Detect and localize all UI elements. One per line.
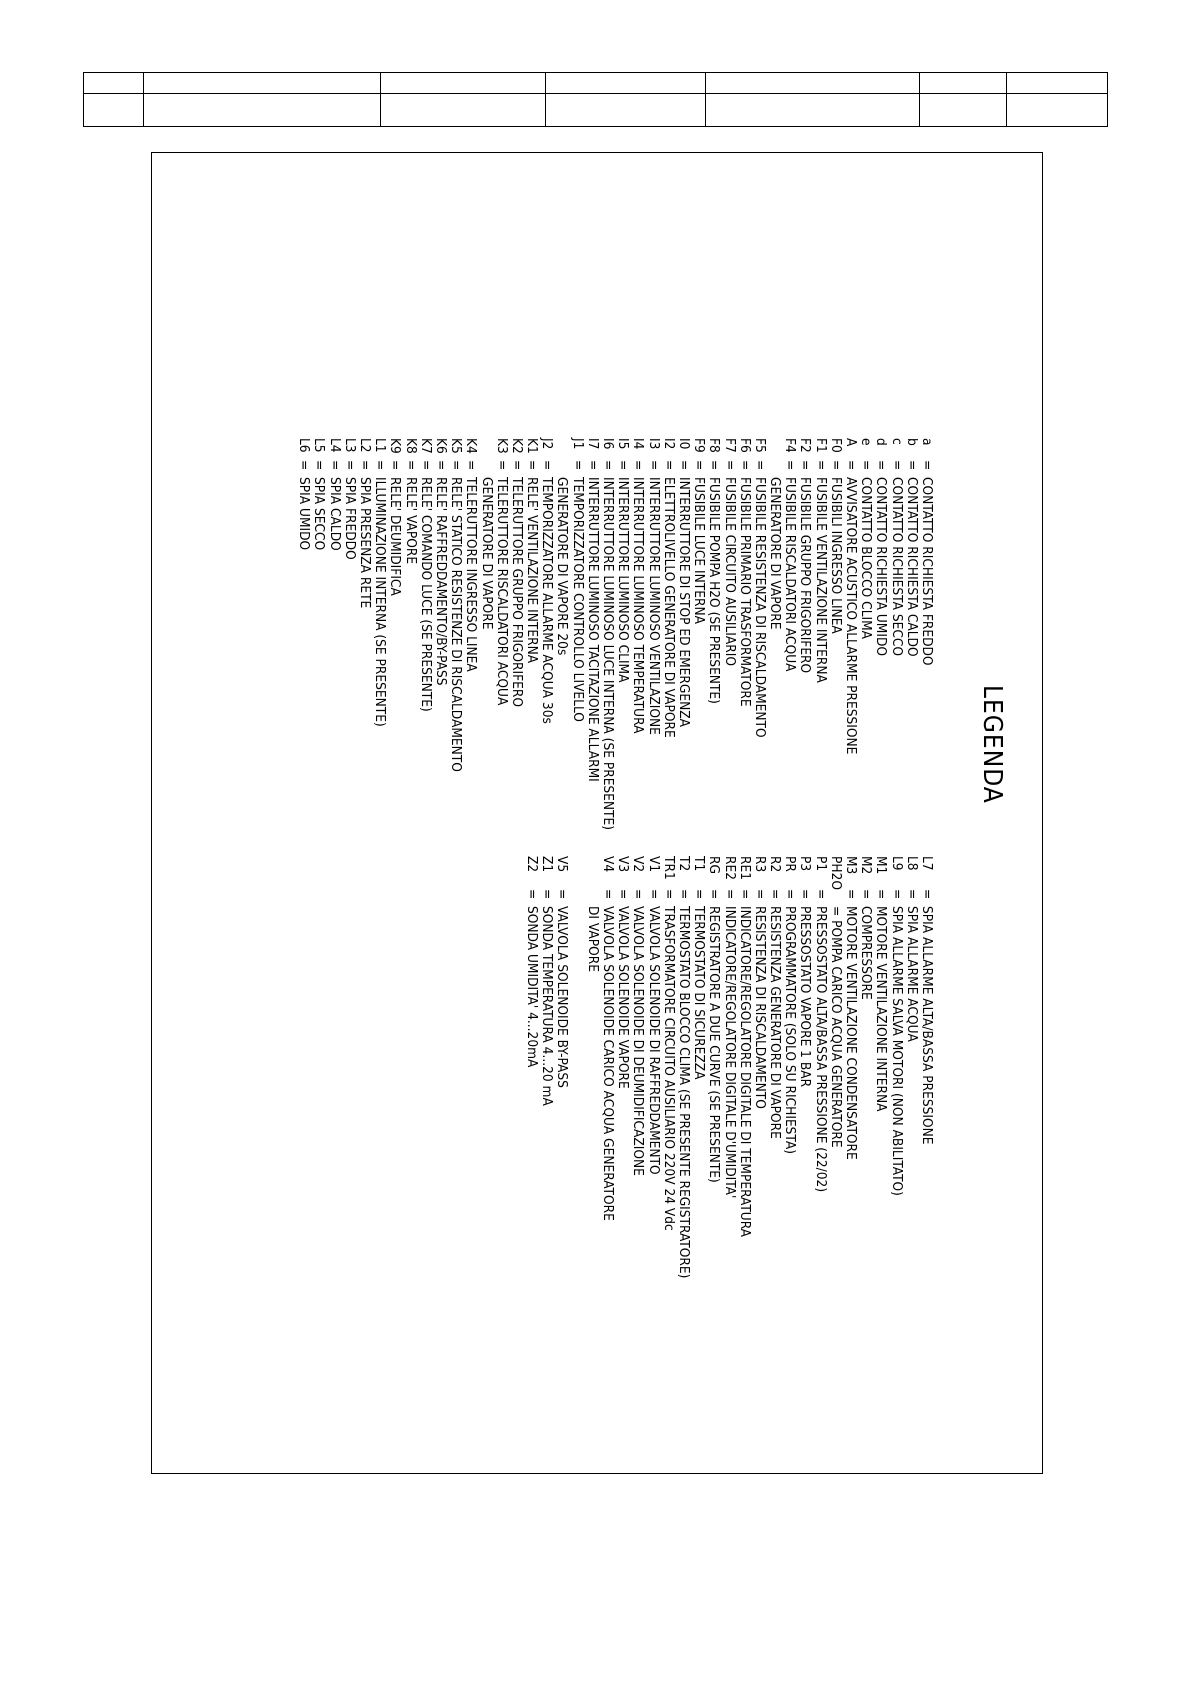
legend-item xyxy=(813,856,828,1278)
legend-item xyxy=(843,856,858,1278)
legend-item-code: L6 xyxy=(296,438,313,453)
legend-item-equals: = xyxy=(493,460,510,471)
legend-item-code: RE1 xyxy=(736,856,753,881)
legend-item-code: F4 xyxy=(782,438,799,453)
legend-item-description: REGISTRATORE A DUE CURVE (SE PRESENTE) xyxy=(706,906,723,1183)
legend-item xyxy=(600,438,615,830)
legend-item-equals: = xyxy=(539,460,556,471)
title-block-cell xyxy=(920,73,1007,94)
legend-item-equals: = xyxy=(812,460,829,471)
legend-item-description: FUSIBILE RESISTENZA DI RISCALDAMENTO xyxy=(751,477,768,738)
legend-item-equals: = xyxy=(691,889,708,900)
legend-item-equals: = xyxy=(372,460,389,471)
title-block-cell xyxy=(1007,73,1108,94)
title-block-cell xyxy=(546,94,706,127)
legend-item-code: I5 xyxy=(615,438,632,450)
legend-item-equals: = xyxy=(767,889,784,900)
title-block-cell xyxy=(920,94,1007,127)
legend-item-description: INDICATORE/REGOLATORE DIGITALE DI TEMPERATURA xyxy=(736,906,753,1238)
legend-item-code: M1 xyxy=(873,856,890,875)
legend-item xyxy=(767,438,782,830)
legend-item-equals: = xyxy=(311,460,328,471)
legend-item-description: VALVOLA SOLENOIDE CARICO ACQUA GENERATORE xyxy=(600,906,617,1221)
legend-item-description: RELE' DEUMIDIFICA xyxy=(387,477,404,596)
legend-item-description: FUSIBILE CIRCUITO AUSILIARIO xyxy=(721,477,738,667)
legend-item xyxy=(645,438,660,830)
legend-item-equals: = xyxy=(691,460,708,471)
legend-item-code: L9 xyxy=(888,856,905,871)
legend-item xyxy=(676,856,691,1278)
title-block-cell xyxy=(546,73,706,94)
legend-item-description: RELE' COMANDO LUCE (SE PRESENTE) xyxy=(417,477,434,712)
legend-item xyxy=(630,438,645,830)
legend-item-description: PRESSOSTATO ALTA/BASSA PRESSIONE (22/02) xyxy=(812,906,829,1193)
legend-item-code: V3 xyxy=(615,856,632,873)
legend-item-description: SONDA TEMPERATURA 4...20 mA xyxy=(539,906,556,1106)
legend-item-code: PR xyxy=(782,856,799,872)
legend-item-code: V5 xyxy=(554,856,571,873)
legend-item-code: F8 xyxy=(706,438,723,453)
legend-item-code: L3 xyxy=(341,438,358,453)
legend-item-description: SPIA ALLARME ACQUA xyxy=(903,906,920,1042)
legend-item xyxy=(706,438,721,830)
legend-item xyxy=(402,438,417,830)
legend-item-code: L2 xyxy=(357,438,374,453)
legend-item-code: L5 xyxy=(311,438,328,453)
legend-item xyxy=(721,856,736,1278)
legend-item-code: M3 xyxy=(843,856,860,875)
legend-item-code: K8 xyxy=(402,438,419,454)
legend-item-equals: = xyxy=(660,460,677,471)
legend-item xyxy=(661,856,676,1278)
title-block-row xyxy=(84,94,1108,127)
legend-item-description: VALVOLA SOLENOIDE BY-PASS xyxy=(554,906,571,1088)
legend-item-description: SPIA PRESENZA RETE xyxy=(357,477,374,609)
legend-item-code: J1 xyxy=(569,438,586,450)
legend-item-equals: = xyxy=(387,460,404,471)
legend-item xyxy=(813,438,828,830)
legend-item-code: V1 xyxy=(645,856,662,873)
legend-item-description: CONTATTO BLOCCO CLIMA xyxy=(858,477,875,640)
legend-item xyxy=(645,856,660,1278)
legend-item-equals: = xyxy=(660,889,677,900)
legend-item xyxy=(296,438,311,830)
legend-item-code: I3 xyxy=(645,438,662,450)
legend-item-code: Z2 xyxy=(524,856,541,873)
legend-item-description: SPIA UMIDO xyxy=(296,477,313,551)
legend-item-equals: = xyxy=(569,460,586,471)
legend-item-equals: = xyxy=(706,889,723,900)
legend-item-code: I4 xyxy=(630,438,647,450)
legend-item-equals: = xyxy=(615,460,632,471)
legend-item-code: A xyxy=(843,438,860,447)
legend-item-description: INTERRUTTORE LUMINOSO CLIMA xyxy=(615,477,632,683)
legend-item-equals: = xyxy=(326,460,343,471)
legend-item-equals: = xyxy=(706,460,723,471)
legend-item-equals: = xyxy=(858,889,875,900)
legend-item-equals: = xyxy=(919,889,935,900)
legend-item-equals: = xyxy=(539,889,556,900)
legend-item-description: RESISTENZA GENERATORE DI VAPORE xyxy=(767,906,784,1139)
legend-item xyxy=(919,856,934,1278)
legend-item-equals: = xyxy=(554,889,571,900)
legend-item-equals: = xyxy=(433,460,449,471)
legend-item xyxy=(342,438,357,830)
legend-item xyxy=(828,856,843,1278)
legend-item-description: GENERATORE DI VAPORE xyxy=(767,477,784,630)
legend-item-description: RESISTENZA DI RISCALDAMENTO xyxy=(751,906,768,1109)
legend-item-code: M2 xyxy=(858,856,875,875)
legend-item-description: SPIA FREDDO xyxy=(341,477,358,560)
legend-item-code: L8 xyxy=(903,856,920,871)
legend-item xyxy=(524,856,539,1278)
legend xyxy=(177,438,1007,1448)
legend-item-equals: = xyxy=(736,460,753,471)
legend-item-description: CONTATTO RICHIESTA CALDO xyxy=(903,477,920,657)
legend-item-description: TERMOSTATO DI SICUREZZA xyxy=(691,906,708,1080)
legend-item xyxy=(797,438,812,830)
legend-item-code: K3 xyxy=(493,438,510,454)
title-block-cell xyxy=(1007,94,1108,127)
legend-item-equals: = xyxy=(508,460,525,471)
legend-item-equals: = xyxy=(357,460,374,471)
title-block-cell xyxy=(381,73,546,94)
legend-item-code: F2 xyxy=(797,438,814,453)
legend-item-code: I6 xyxy=(600,438,617,450)
title-block-cell xyxy=(706,73,920,94)
legend-item-equals: = xyxy=(858,460,875,471)
title-block-cell xyxy=(381,94,546,127)
title-block-cell xyxy=(144,94,381,127)
legend-item-description: FUSIBILE POMPA H2O (SE PRESENTE) xyxy=(706,477,723,704)
legend-item xyxy=(752,856,767,1278)
legend-item-code: RG xyxy=(706,856,723,874)
legend-item-code: R2 xyxy=(767,856,784,873)
legend-item xyxy=(585,856,600,1278)
legend-item-equals: = xyxy=(524,889,541,900)
legend-item-description: TELERUTTORE RISCALDATORI ACQUA xyxy=(493,477,510,706)
legend-item-equals: = xyxy=(782,460,799,471)
legend-item-description: FUSIBILE VENTILAZIONE INTERNA xyxy=(812,477,829,683)
legend-item-code: F5 xyxy=(751,438,768,453)
legend-item xyxy=(737,856,752,1278)
legend-item-equals: = xyxy=(751,889,768,900)
legend-item-description: FUSIBILE PRIMARIO TRASFORMATORE xyxy=(736,477,753,707)
legend-item-code: L1 xyxy=(372,438,389,453)
legend-item xyxy=(676,438,691,830)
legend-item-equals: = xyxy=(463,460,480,471)
legend-item-equals: = xyxy=(873,889,890,900)
legend-item xyxy=(433,438,448,830)
legend-item-equals: = xyxy=(676,889,692,900)
legend-item-code: V2 xyxy=(630,856,647,873)
legend-item-code: T1 xyxy=(691,856,708,872)
legend-item-description: CONTATTO RICHIESTA SECCO xyxy=(888,477,905,657)
legend-item-description: FUSIBILE LUCE INTERNA xyxy=(691,477,708,624)
legend-item-code: F7 xyxy=(721,438,738,453)
legend-item-description: PROGRAMMATORE (SOLO SU RICHIESTA) xyxy=(782,906,799,1154)
legend-item-code: L4 xyxy=(326,438,343,453)
legend-item-description: SPIA CALDO xyxy=(326,477,343,551)
legend-item-description: INDICATORE/REGOLATORE DIGITALE D'UMIDITA' xyxy=(721,906,738,1199)
legend-item xyxy=(691,856,706,1278)
legend-item-equals: = xyxy=(827,460,844,471)
legend-item-code: d xyxy=(873,438,890,446)
legend-item-description: RELE' RAFFREDDAMENTO/BY-PASS xyxy=(433,477,449,686)
legend-item-equals: = xyxy=(600,460,617,471)
legend-item-code: PH2O xyxy=(827,856,844,890)
legend-item-code: TR1 xyxy=(660,856,677,880)
legend-item xyxy=(661,438,676,830)
legend-item-equals: = xyxy=(782,889,799,900)
legend-item-code: L7 xyxy=(919,856,935,871)
legend-left-column xyxy=(296,438,934,830)
legend-item-description: TRASFORMATORE CIRCUITO AUSILIARIO 220V 24 Vdc xyxy=(660,906,677,1231)
legend-item xyxy=(828,438,843,830)
legend-item-equals: = xyxy=(797,460,814,471)
legend-item-equals: = xyxy=(721,889,738,900)
legend-item xyxy=(919,438,934,830)
legend-item-equals: = xyxy=(736,889,753,900)
legend-item-code: F1 xyxy=(812,438,829,453)
legend-item-description: GENERATORE DI VAPORE 20s xyxy=(554,477,571,656)
legend-item-code: K9 xyxy=(387,438,404,454)
legend-item-equals: = xyxy=(341,460,358,471)
legend-item-description: CONTATTO RICHIESTA UMIDO xyxy=(873,477,890,656)
legend-title: LEGENDA xyxy=(977,685,1007,804)
legend-item-code: b xyxy=(903,438,920,446)
legend-item-equals: = xyxy=(417,460,434,471)
legend-item xyxy=(615,438,630,830)
legend-item-description: GENERATORE DI VAPORE xyxy=(478,477,495,630)
legend-item-description: SPIA ALLARME SALVA MOTORI (NON ABILITATO) xyxy=(888,906,905,1196)
legend-item xyxy=(858,438,873,830)
legend-item xyxy=(554,438,569,830)
legend-item xyxy=(357,438,372,830)
legend-item-code: c xyxy=(888,438,905,445)
legend-item-equals: = xyxy=(448,460,465,471)
legend-item-equals: = xyxy=(873,460,890,471)
legend-item-description: PRESSOSTATO VAPORE 1 BAR xyxy=(797,906,814,1088)
legend-item-code: V4 xyxy=(600,856,617,873)
legend-item xyxy=(767,856,782,1278)
legend-item-equals: = xyxy=(903,460,920,471)
legend-item-equals: = xyxy=(645,889,662,900)
legend-item-code: I0 xyxy=(676,438,692,450)
legend-item xyxy=(539,438,554,830)
legend-item-description: TEMPORIZZATORE ALLARME ACQUA 30s xyxy=(539,477,556,724)
legend-item-description: INTERRUTTORE LUMINOSO TEMPERATURA xyxy=(630,477,647,734)
legend-item-description: SPIA ALLARME ALTA/BASSA PRESSIONE xyxy=(919,906,935,1145)
legend-item-description: INTERRUTTORE LUMINOSO VENTILAZIONE xyxy=(645,477,662,735)
legend-item-equals: = xyxy=(645,460,662,471)
legend-item-code: I2 xyxy=(660,438,677,450)
legend-item-description: MOTORE VENTILAZIONE CONDENSATORE xyxy=(843,906,860,1160)
legend-item-code: P3 xyxy=(797,856,814,872)
legend-item-code: RE2 xyxy=(721,856,738,881)
legend-item-code: K4 xyxy=(463,438,480,454)
title-block-cell xyxy=(706,94,920,127)
title-block-cell xyxy=(84,94,144,127)
legend-item-code: a xyxy=(919,438,935,446)
legend-item xyxy=(691,438,706,830)
legend-item-description: RELE' VAPORE xyxy=(402,477,419,565)
legend-item-equals: = xyxy=(630,460,647,471)
legend-item-description: AVVISATORE ACUSTICO ALLARME PRESSIONE xyxy=(843,477,860,755)
legend-item xyxy=(600,856,615,1278)
legend-item-description: FUSIBILI INGRESSO LINEA xyxy=(827,477,844,634)
legend-item xyxy=(478,438,493,830)
legend-item-code: K7 xyxy=(417,438,434,454)
legend-item-code: R3 xyxy=(751,856,768,873)
legend-item-description: ILLUMINAZIONE INTERNA (SE PRESENTE) xyxy=(372,477,389,727)
legend-item-equals: = xyxy=(721,460,738,471)
legend-item xyxy=(873,856,888,1278)
legend-item-code: F9 xyxy=(691,438,708,453)
legend-item xyxy=(524,438,539,830)
legend-right-column xyxy=(524,856,934,1278)
legend-item xyxy=(630,856,645,1278)
legend-item-equals: = xyxy=(676,460,692,471)
legend-item-code: I7 xyxy=(584,438,601,450)
legend-item-description: VALVOLA SOLENOIDE VAPORE xyxy=(615,906,632,1089)
legend-item xyxy=(448,438,463,830)
legend-item xyxy=(463,438,478,830)
legend-item-equals: = xyxy=(402,460,419,471)
legend-item xyxy=(585,438,600,830)
legend-item xyxy=(888,438,903,830)
legend-item xyxy=(615,856,630,1278)
title-block-table xyxy=(83,72,1108,127)
legend-item-code: P1 xyxy=(812,856,829,872)
legend-item-description: TELERUTTORE GRUPPO FRIGORIFERO xyxy=(508,477,525,708)
legend-item xyxy=(843,438,858,830)
legend-item-code: T2 xyxy=(676,856,692,872)
legend-item-equals: = xyxy=(524,460,541,471)
legend-item-code: e xyxy=(858,438,875,446)
legend-item-description: FUSIBILE RISCALDATORI ACQUA xyxy=(782,477,799,672)
legend-item-code: F6 xyxy=(736,438,753,453)
legend-item-code: J2 xyxy=(539,438,556,450)
legend-item-equals: = xyxy=(888,889,905,900)
legend-item-equals: = xyxy=(615,889,632,900)
legend-item-description: ELETTROLIVELLO GENERATORE DI VAPORE xyxy=(660,477,677,738)
legend-item-equals: = xyxy=(797,889,814,900)
legend-item xyxy=(706,856,721,1278)
legend-item xyxy=(570,438,585,830)
legend-item-equals: = xyxy=(919,460,935,471)
legend-item-description: CONTATTO RICHIESTA FREDDO xyxy=(919,477,935,666)
title-block-cell xyxy=(84,73,144,94)
legend-item xyxy=(554,856,569,1278)
legend-item-equals: = xyxy=(903,889,920,900)
legend-item xyxy=(721,438,736,830)
legend-item xyxy=(904,438,919,830)
legend-item-code: K6 xyxy=(433,438,449,454)
title-block-cell xyxy=(144,73,381,94)
legend-item xyxy=(752,438,767,830)
legend-item-code: K1 xyxy=(524,438,541,454)
legend-item-description: INTERRUTTORE DI STOP ED EMERGENZA xyxy=(676,477,692,727)
legend-item-equals: = xyxy=(888,460,905,471)
legend-item-description: DI VAPORE xyxy=(584,906,601,972)
legend-item-code: K5 xyxy=(448,438,465,454)
legend-item-equals: = xyxy=(296,460,313,471)
legend-item-description: TEMPORIZZATORE CONTROLLO LIVELLO xyxy=(569,477,586,722)
legend-item-description: RELE' VENTILAZIONE INTERNA xyxy=(524,477,541,664)
legend-item-description: TERMOSTATO BLOCCO CLIMA (SE PRESENTE REGISTRATORE) xyxy=(676,906,692,1279)
legend-item-description: VALVOLA SOLENOIDE DI RAFFREDDAMENTO xyxy=(645,906,662,1175)
legend-item xyxy=(311,438,326,830)
legend-item xyxy=(782,856,797,1278)
legend-item-equals: = xyxy=(843,460,860,471)
legend-item xyxy=(418,438,433,830)
legend-item xyxy=(888,856,903,1278)
legend-item xyxy=(539,856,554,1278)
legend-item xyxy=(570,856,585,1278)
legend-item xyxy=(494,438,509,830)
legend-item-code: F0 xyxy=(827,438,844,453)
legend-item-description: RELE' STATICO RESISTENZE DI RISCALDAMENTO xyxy=(448,477,465,772)
legend-item xyxy=(737,438,752,830)
legend-item-equals: = xyxy=(843,889,860,900)
legend-item xyxy=(387,438,402,830)
legend-item xyxy=(873,438,888,830)
legend-item-description: FUSIBILE GRUPPO FRIGORIFERO xyxy=(797,477,814,674)
legend-item xyxy=(372,438,387,830)
legend-item xyxy=(327,438,342,830)
legend-item-description: TELERUTTORE INGRESSO LINEA xyxy=(463,477,480,672)
legend-item-description: MOTORE VENTILAZIONE INTERNA xyxy=(873,906,890,1112)
legend-item xyxy=(797,856,812,1278)
legend-item-description: VALVOLA SOLENOIDE DI DEUMIDIFICAZIONE xyxy=(630,906,647,1176)
legend-item xyxy=(509,438,524,830)
legend-item-description: COMPRESSORE xyxy=(858,906,875,1000)
title-block-row xyxy=(84,73,1108,94)
legend-item-equals: = xyxy=(630,889,647,900)
legend-item-equals: = xyxy=(584,460,601,471)
legend-item-equals: = xyxy=(600,889,617,900)
legend-item-code: Z1 xyxy=(539,856,556,873)
legend-item xyxy=(782,438,797,830)
legend-item xyxy=(904,856,919,1278)
legend-item-description: = POMPA CARICO ACQUA GENERATORE xyxy=(827,906,844,1148)
legend-item-equals: = xyxy=(751,460,768,471)
legend-item xyxy=(858,856,873,1278)
legend-item-description: SONDA UMIDITA' 4...20mA xyxy=(524,906,541,1068)
legend-item-code: K2 xyxy=(508,438,525,454)
legend-item-equals: = xyxy=(812,889,829,900)
legend-item-description: SPIA SECCO xyxy=(311,477,328,551)
legend-item-description: INTERRUTTORE LUMINOSO LUCE INTERNA (SE PRESENTE) xyxy=(600,477,617,831)
legend-item-description: INTERRUTTORE LUMINOSO TACITAZIONE ALLARMI xyxy=(584,477,601,782)
